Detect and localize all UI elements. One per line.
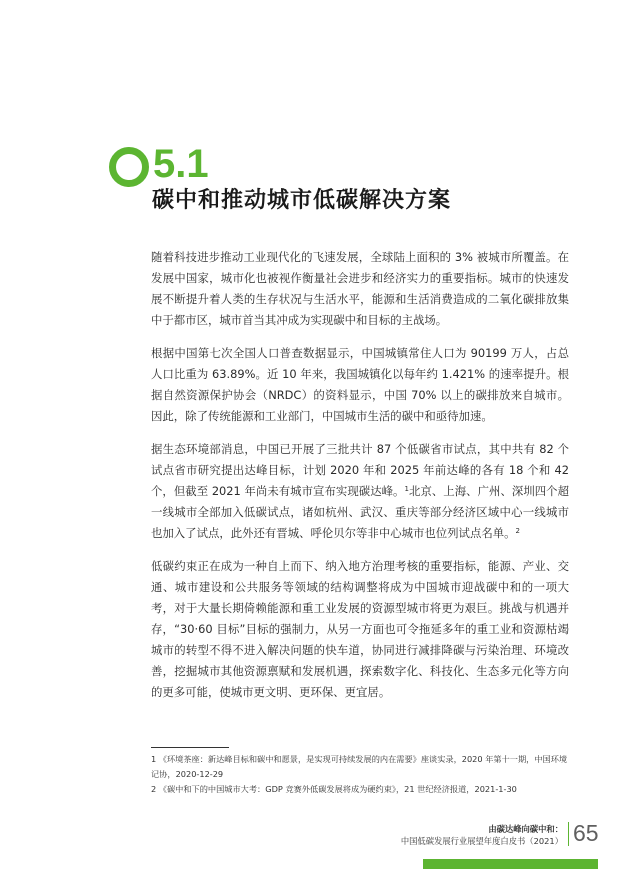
section-ring-icon: [109, 147, 149, 187]
paragraph-3: [151, 439, 569, 544]
running-footer: [401, 823, 563, 847]
section-number: 5.1: [153, 142, 209, 186]
footnote-divider: [151, 747, 229, 748]
body-text: [151, 247, 569, 715]
footer-subtitle: 中国低碳发展行业展望年度白皮书（2021）: [400, 836, 563, 846]
paragraph-1: 随着科技进步推动工业现代化的飞速发展，全球陆上面积的 3% 被城市所覆盖。在发展中国家，城市化也被视作衡量社会进步和经济实力的重要指标。城市的快速发展不断提升着人类的生存状况与生活水平，能源和生活消费造成的二氧化碳排放集中于都市区，城市首当其冲成为实现碳中和目标的主战场。: [151, 250, 569, 327]
paragraph-3-part-b: 北京、上海、广州、深圳四个超一线城市全部加入低碳试点，诸如杭州、武汉、重庆等部分经济区域中心一线城市也加入了试点，此外还有晋城、呼伦贝尔等非中心城市也位列试点名单。: [151, 484, 569, 540]
page-number: 65: [573, 820, 599, 846]
footnote-ref-2[interactable]: 2: [515, 527, 520, 535]
footnote-1: 1 《环境茶座：新达峰目标和碳中和愿景，是实现可持续发展的内在需要》座谈实录，2020 年第十一期，中国环境记协，2020-12-29: [151, 754, 568, 779]
paragraph-3-part-a: 据生态环境部消息，中国已开展了三批共计 87 个低碳省市试点，其中共有 82 个试点省市研究提出达峰目标，计划 2020 年和 2025 年前达峰的各有 18 个和 42 个，但截至 2021 年尚未有城市宣布实现碳达峰。: [151, 442, 569, 498]
footer-accent-bar: [423, 859, 598, 869]
section-title: 碳中和推动城市低碳解决方案: [152, 188, 452, 213]
paragraph-4: 低碳约束正在成为一种自上而下、纳入地方治理考核的重要指标，能源、产业、交通、城市建设和公共服务等领域的结构调整将成为中国城市迎战碳中和的一项大考，对于大量长期倚赖能源和重工业发展的资源型城市将更为艰巨。挑战与机遇并存，“30·60 目标”目标的强制力，从另一方面也可令拖延多年的重工业和资源枯竭城市的转型不得不进入解决问题的快车道，协同进行减排降碳与污染治理、环境改善，挖掘城市其他资源禀赋和发展机遇，探索数字化、科技化、生态多元化等方向的更多可能，使城市更文明、更环保、更宜居。: [151, 559, 569, 699]
footnotes: [151, 752, 571, 798]
footer-divider: [568, 822, 569, 846]
footer-title: 由碳达峰向碳中和：: [488, 824, 563, 834]
paragraph-2: 根据中国第七次全国人口普查数据显示，中国城镇常住人口为 90199 万人，占总人口比重为 63.89%。近 10 年来，我国城镇化以每年约 1.421% 的速率提升。根据自然资源保护协会（NRDC）的资料显示，中国 70% 以上的碳排放来自城市。因此，除了传统能源和工业部门，中国城市生活的碳中和亟待加速。: [151, 346, 569, 423]
footnote-ref-1[interactable]: 1: [404, 485, 409, 493]
footnote-2: 2 《碳中和下的中国城市大考：GDP 竞赛外低碳发展将成为硬约束》，21 世纪经济报道，2021-1-30: [151, 784, 517, 794]
